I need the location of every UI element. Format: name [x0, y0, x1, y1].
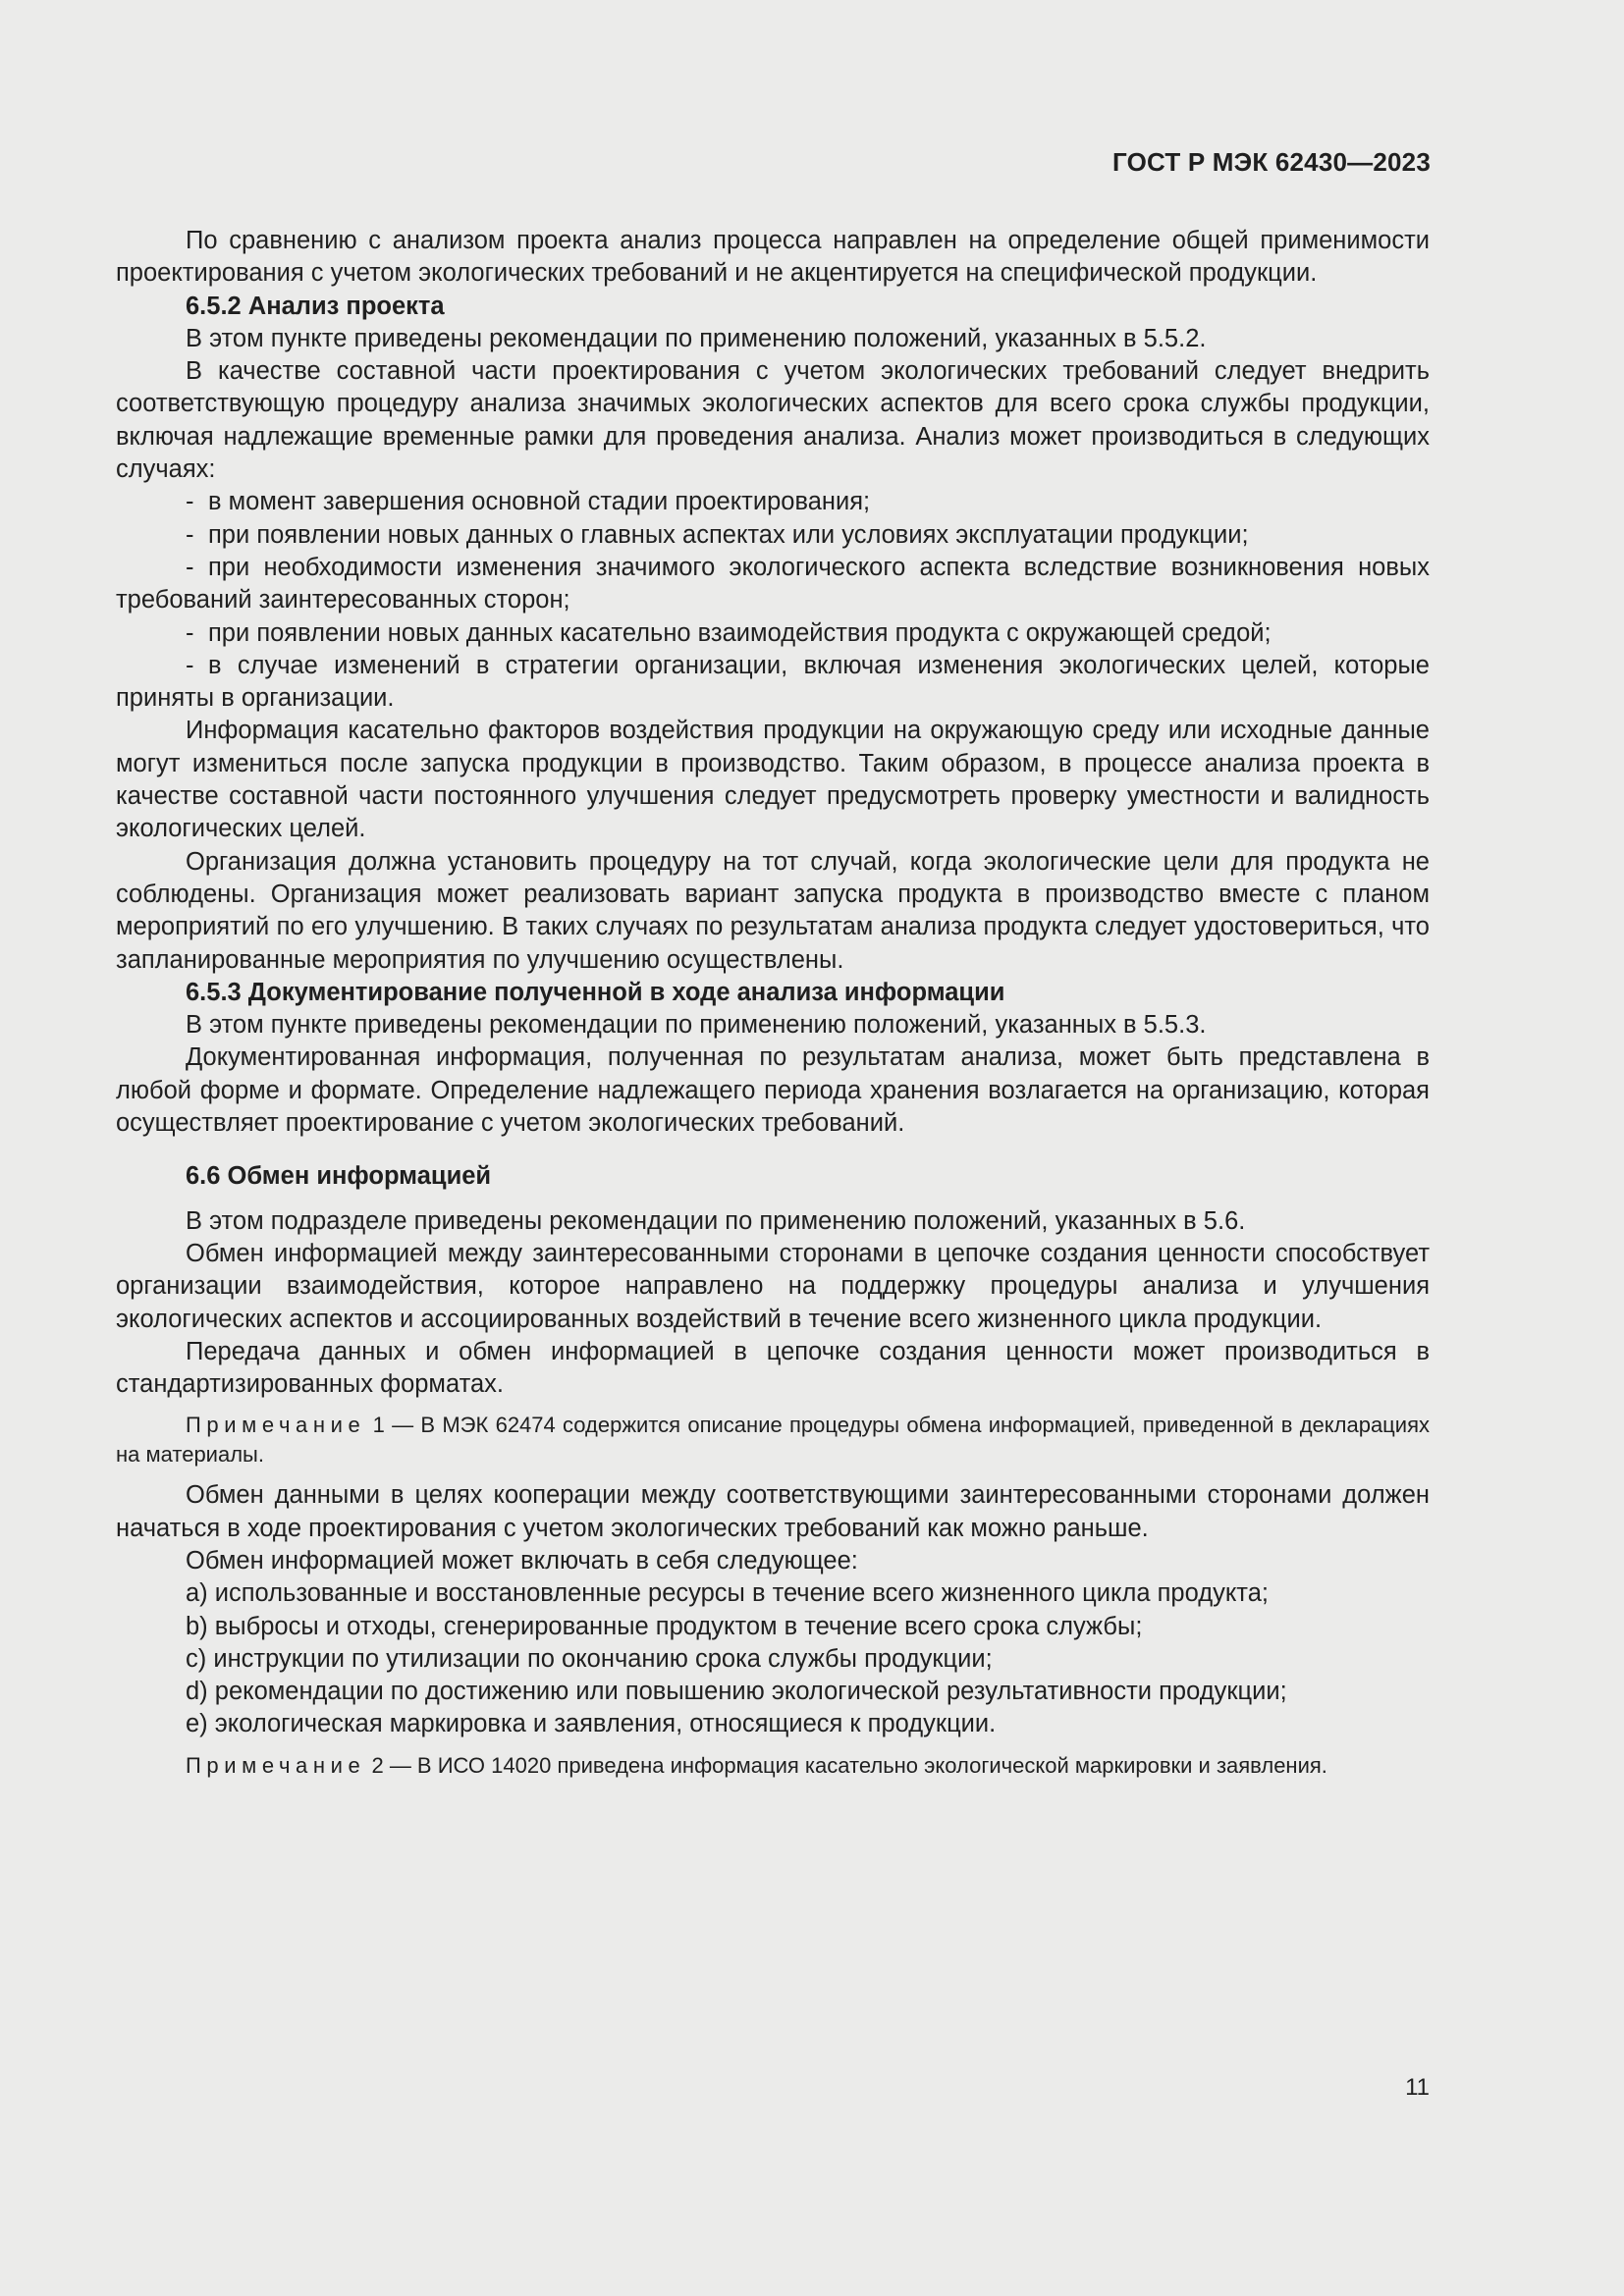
- note-label: Примечание: [186, 1752, 366, 1778]
- section-6-5-2-title: 6.5.2 Анализ проекта: [186, 292, 445, 320]
- dash-marker: -: [186, 488, 194, 516]
- list-item: b) выбросы и отходы, сгенерированные продуктом в течение всего срока службы;: [186, 1612, 1143, 1640]
- list-item-text: в случае изменений в стратегии организации, включая изменения экологических целей, которые приняты в организации.: [116, 651, 1430, 713]
- list-item: [116, 617, 1430, 650]
- note-label: Примечание: [186, 1413, 366, 1438]
- paragraph-6-6-intro: В этом подразделе приведены рекомендации по применению положений, указанных в 5.6.: [186, 1206, 1246, 1235]
- dash-marker: -: [186, 618, 194, 647]
- paragraph-6-5-3-documented-info: Документированная информация, полученная по результатам анализа, может быть представлена в любой форме и формате. Определение надлежащего периода хранения возлагается на организацию, которая осуществляет проектирование с учетом экологических требований.: [116, 1043, 1430, 1138]
- list-item: e) экологическая маркировка и заявления, относящиеся к продукции.: [186, 1710, 997, 1738]
- list-item-text: при появлении новых данных о главных аспектах или условиях эксплуатации продукции;: [208, 520, 1249, 549]
- section-6-6-title: 6.6 Обмен информацией: [186, 1162, 492, 1191]
- paragraph-6-5-2-information: Информация касательно факторов воздействия продукции на окружающую среду или исходные данные могут измениться после запуска продукции в производство. Таким образом, в процессе анализа проекта в качестве составной части постоянного улучшения следует предусмотреть проверку уместности и валидность экологических целей.: [116, 717, 1430, 843]
- list-item-text: в момент завершения основной стадии проектирования;: [208, 488, 871, 516]
- dash-marker: -: [186, 520, 194, 549]
- section-6-5-3-title: 6.5.3 Документирование полученной в ходе анализа информации: [186, 978, 1005, 1006]
- paragraph-6-5-2-analysis: В качестве составной части проектирования с учетом экологических требований следует внедрить соответствующую процедуру анализа значимых экологических аспектов для всего срока службы продукции, включая надлежащие временные рамки для проведения анализа. Анализ может производиться в следующих случаях:: [116, 357, 1430, 484]
- paragraph-6-5-2-procedure: Организация должна установить процедуру на тот случай, когда экологические цели для продукта не соблюдены. Организация может реализовать вариант запуска продукта в производство вместе с планом мероприятий по его улучшению. В таких случаях по результатам анализа продукта следует удостовериться, что запланированные мероприятия по улучшению осуществлены.: [116, 847, 1430, 974]
- list-item: [116, 486, 1430, 518]
- page-content: [116, 225, 1430, 1790]
- note-text: 1 — В МЭК 62474 содержится описание процедуры обмена информацией, приведенной в декларациях на материалы.: [116, 1413, 1430, 1468]
- paragraph-6-6-exchange: Обмен информацией между заинтересованными сторонами в цепочке создания ценности способствует организации взаимодействия, которое направлено на поддержку процедуры анализа и улучшения экологических аспектов и ассоциированных воздействий в течение всего жизненного цикла продукции.: [116, 1239, 1430, 1333]
- dash-marker: -: [186, 553, 194, 581]
- paragraph-6-5-3-intro: В этом пункте приведены рекомендации по применению положений, указанных в 5.5.3.: [186, 1011, 1207, 1040]
- paragraph-6-6-transfer: Передача данных и обмен информацией в цепочке создания ценности может производиться в стандартизированных форматах.: [116, 1337, 1430, 1399]
- document-standard-header: ГОСТ Р МЭК 62430—2023: [1111, 147, 1431, 177]
- note-2: [116, 1751, 1430, 1781]
- paragraph-process-analysis: По сравнению с анализом проекта анализ процесса направлен на определение общей применимости проектирования с учетом экологических требований и не акцентируется на специфической продукции.: [116, 227, 1430, 288]
- note-text: 2 — В ИСО 14020 приведена информация касательно экологической маркировки и заявления.: [371, 1752, 1327, 1778]
- note-1: [116, 1411, 1430, 1469]
- list-item: c) инструкции по утилизации по окончанию срока службы продукции;: [186, 1644, 993, 1673]
- paragraph-6-5-2-intro: В этом пункте приведены рекомендации по применению положений, указанных в 5.5.2.: [186, 324, 1207, 352]
- list-item: a) использованные и восстановленные ресурсы в течение всего жизненного цикла продукта;: [186, 1579, 1269, 1608]
- page-number: 11: [1405, 2074, 1430, 2101]
- list-item: d) рекомендации по достижению или повышению экологической результативности продукции;: [186, 1678, 1287, 1706]
- list-item-text: при необходимости изменения значимого экологического аспекта вследствие возникновения новых требований заинтересованных сторон;: [116, 553, 1430, 614]
- paragraph-6-6-cooperation: Обмен данными в целях кооперации между соответствующими заинтересованными сторонами должен начаться в ходе проектирования с учетом экологических требований как можно раньше.: [116, 1481, 1430, 1542]
- list-item: [116, 519, 1430, 552]
- dash-marker: -: [186, 651, 194, 679]
- paragraph-6-6-includes: Обмен информацией может включать в себя следующее:: [186, 1546, 858, 1575]
- list-item: [116, 552, 1430, 617]
- list-item-text: при появлении новых данных касательно взаимодействия продукта с окружающей средой;: [208, 618, 1272, 647]
- list-item: [116, 650, 1430, 716]
